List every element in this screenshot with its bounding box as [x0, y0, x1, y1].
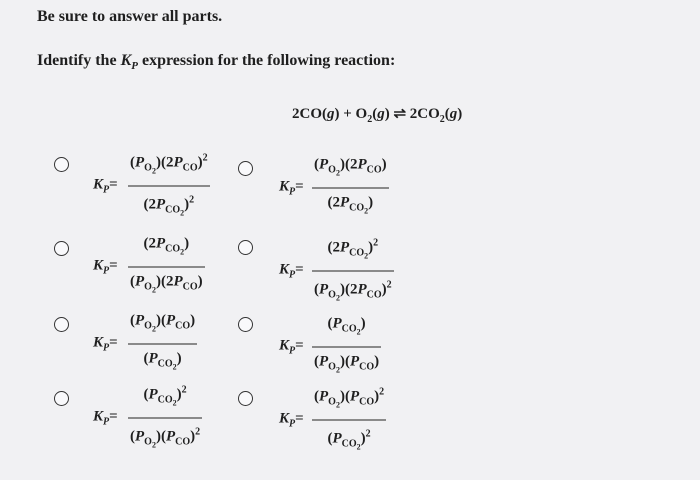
fraction-bar: [312, 271, 394, 272]
option-g-fraction: [128, 380, 202, 457]
fraction-bar: [128, 186, 210, 187]
option-c-fraction: [128, 233, 205, 302]
kp-label: $K_P=$: [93, 408, 118, 428]
option-g-radio[interactable]: [54, 391, 69, 406]
question-suffix: expression for the following reaction:: [137, 52, 396, 69]
option-e-radio[interactable]: [54, 317, 69, 332]
option-b-denominator: $(2P_{CO_2})$: [327, 194, 374, 216]
kp-label: $K_P=$: [279, 337, 304, 357]
option-f-radio[interactable]: [238, 317, 253, 332]
option-a-radio[interactable]: [54, 157, 69, 172]
kp-label: $K_P=$: [93, 257, 118, 277]
option-g-numerator: $(P_{CO_2})^2$: [143, 384, 187, 408]
option-e-fraction: [128, 310, 197, 379]
option-c-radio[interactable]: [54, 241, 69, 256]
reaction-equation: $2CO(g) + O_2(g)$ ⇌ $2CO_2(g)$: [292, 106, 463, 125]
option-f-numerator: $(P_{CO_2})$: [327, 315, 366, 337]
option-f-fraction: [312, 313, 381, 382]
option-h-denominator: $(P_{CO_2})^2$: [327, 428, 371, 452]
question-text: [37, 52, 395, 72]
option-a-numerator: $(P_{O_2})(2P_{CO})^2$: [130, 152, 208, 176]
fraction-bar: [312, 347, 381, 348]
kp-label: $K_P=$: [279, 261, 304, 281]
option-c-denominator: $(P_{O_2})(2P_{CO})$: [130, 273, 203, 295]
option-d-numerator: $(2P_{CO_2})^2$: [327, 237, 379, 261]
option-e-numerator: $(P_{O_2})(P_{CO})$: [130, 312, 196, 334]
option-h-fraction: [312, 382, 386, 459]
option-h-numerator: $(P_{O_2})(P_{CO})^2$: [314, 386, 385, 410]
option-d-radio[interactable]: [238, 240, 253, 255]
fraction-bar: [312, 188, 389, 189]
kp-label: $K_P=$: [93, 176, 118, 196]
fraction-bar: [128, 267, 205, 268]
fraction-bar: [128, 418, 202, 419]
option-d-fraction: [312, 233, 394, 310]
option-g-denominator: $(P_{O_2})(P_{CO})^2$: [130, 426, 201, 450]
kp-symbol: $K_P$: [120, 52, 138, 73]
option-b-radio[interactable]: [238, 161, 253, 176]
instructions: Be sure to answer all parts.: [37, 8, 223, 25]
option-h-radio[interactable]: [238, 391, 253, 406]
fraction-bar: [128, 344, 197, 345]
option-f-denominator: $(P_{O_2})(P_{CO})$: [314, 353, 380, 375]
option-a-denominator: $(2P_{CO_2})^2$: [143, 194, 195, 218]
option-b-numerator: $(P_{O_2})(2P_{CO})$: [314, 156, 387, 178]
option-e-denominator: $(P_{CO_2})$: [143, 350, 182, 372]
option-d-denominator: $(P_{O_2})(2P_{CO})^2$: [314, 279, 392, 303]
option-b-fraction: [312, 154, 389, 223]
kp-label: $K_P=$: [279, 410, 304, 430]
kp-label: $K_P=$: [93, 334, 118, 354]
option-c-numerator: $(2P_{CO_2})$: [143, 235, 190, 257]
fraction-bar: [312, 420, 386, 421]
option-a-fraction: [128, 148, 210, 225]
kp-label: $K_P=$: [279, 178, 304, 198]
question-prefix: Identify the: [37, 52, 121, 69]
